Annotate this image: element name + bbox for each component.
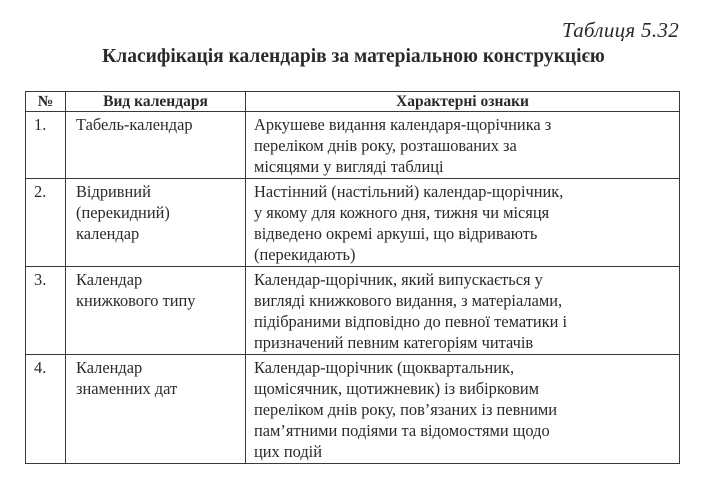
calendar-type-line: Календар: [76, 270, 143, 289]
characteristics-cell: [246, 355, 680, 464]
header-characteristics: Характерні ознаки: [246, 92, 680, 112]
characteristics-line: відведено окремі аркуші, що відривають: [254, 224, 538, 243]
table-row: [26, 179, 680, 267]
characteristics-cell: [246, 112, 680, 179]
calendar-type-cell: [66, 355, 246, 464]
characteristics-line: Календар-щорічник (щоквартальник,: [254, 358, 515, 377]
row-number-text: 3.: [34, 270, 47, 289]
characteristics-line: щомісячник, щотижневик) із вибірковим: [254, 379, 540, 398]
calendar-type-line: Календар: [76, 358, 143, 377]
characteristics-line: призначений певним категоріям читачів: [254, 333, 534, 352]
header-calendar-type: Вид календаря: [66, 92, 246, 112]
calendar-type-cell: [66, 179, 246, 267]
characteristics-line: пам’ятними подіями та відомостями щодо: [254, 421, 550, 440]
calendar-type-line: книжкового типу: [76, 291, 196, 310]
calendar-type-line: Табель-календар: [76, 115, 193, 134]
characteristics-line: підібраними відповідно до певної тематики і: [254, 312, 568, 331]
calendar-type-cell: [66, 112, 246, 179]
row-number: [26, 355, 66, 464]
table-row: [26, 355, 680, 464]
characteristics-line: місяцями у вигляді таблиці: [254, 157, 444, 176]
characteristics-line: переліком днів року, пов’язаних із певними: [254, 400, 557, 419]
row-number: [26, 112, 66, 179]
calendar-type-line: Відривний: [76, 182, 151, 201]
table-row: [26, 112, 680, 179]
row-number-text: 2.: [34, 182, 47, 201]
calendar-classification-table: [25, 91, 680, 464]
header-number: №: [26, 92, 66, 112]
table-caption: Класифікація календарів за матеріальною конструкцією: [102, 46, 605, 67]
table-row: [26, 267, 680, 355]
characteristics-line: переліком днів року, розташованих за: [254, 136, 517, 155]
characteristics-line: Настінний (настільний) календар-щорічник,: [254, 182, 564, 201]
characteristics-line: вигляді книжкового видання, з матеріалами,: [254, 291, 563, 310]
calendar-type-line: календар: [76, 224, 140, 243]
characteristics-line: Календар-щорічник, який випускається у: [254, 270, 543, 289]
row-number-text: 1.: [34, 115, 47, 134]
characteristics-cell: [246, 267, 680, 355]
characteristics-cell: [246, 179, 680, 267]
calendar-type-line: (перекидний): [76, 203, 170, 222]
characteristics-line: Аркушеве видання календаря-щорічника з: [254, 115, 552, 134]
characteristics-line: (перекидають): [254, 245, 356, 264]
table-header-row: [26, 92, 680, 112]
characteristics-line: у якому для кожного дня, тижня чи місяця: [254, 203, 550, 222]
row-number-text: 4.: [34, 358, 47, 377]
row-number: [26, 267, 66, 355]
row-number: [26, 179, 66, 267]
table-number-label: Таблиця 5.32: [562, 18, 679, 42]
calendar-type-cell: [66, 267, 246, 355]
characteristics-line: цих подій: [254, 442, 322, 461]
calendar-type-line: знаменних дат: [76, 379, 178, 398]
